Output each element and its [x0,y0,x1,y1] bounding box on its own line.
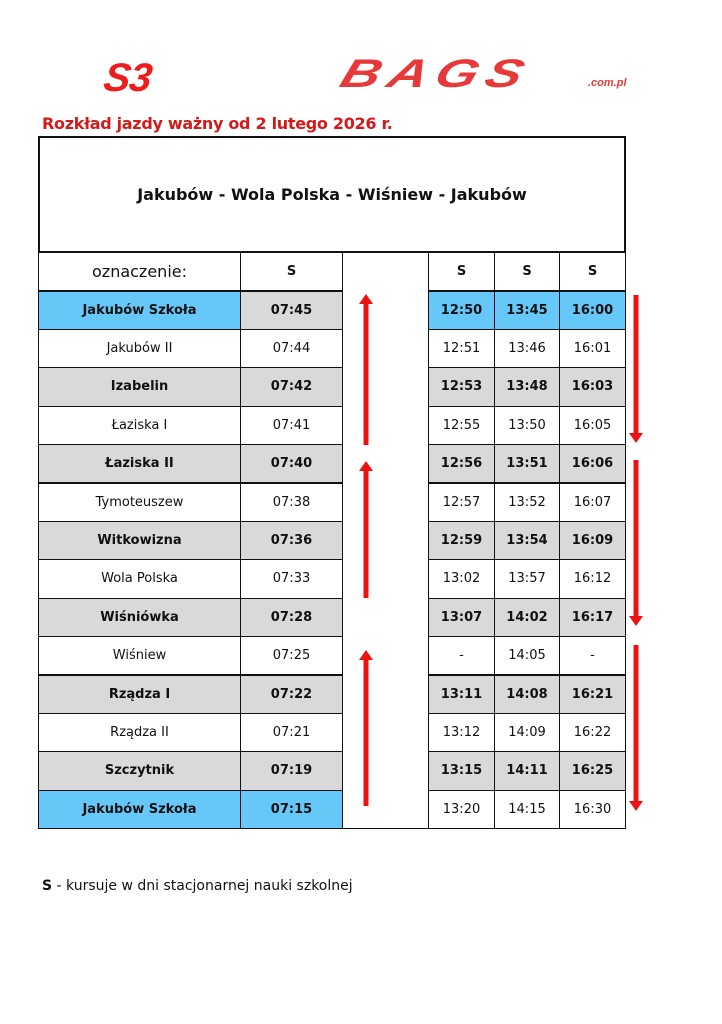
departure-time-return: 12:56 [428,444,495,483]
departure-time-return: 16:01 [559,329,626,368]
departure-time-return: 13:52 [494,483,560,522]
direction-gap [342,252,428,829]
departure-time-return: 13:48 [494,367,560,406]
departure-time-return: 14:15 [494,790,560,829]
departure-time-return: 16:22 [559,713,626,752]
departure-time-return: - [559,636,626,675]
departure-time-return: 12:59 [428,521,495,560]
departure-time-return: 14:08 [494,675,560,714]
stop-name: Wiśniew [38,636,241,675]
departure-time-outbound: 07:28 [240,598,343,637]
departure-time-return: 14:09 [494,713,560,752]
departure-time-outbound: 07:19 [240,751,343,790]
departure-time-outbound: 07:44 [240,329,343,368]
departure-time-outbound: 07:22 [240,675,343,714]
departure-time-outbound: 07:38 [240,483,343,522]
footnote-symbol: S [42,878,53,894]
departure-time-return: 13:46 [494,329,560,368]
departure-time-return: 16:12 [559,559,626,598]
departure-time-outbound: 07:45 [240,291,343,330]
departure-time-return: 12:53 [428,367,495,406]
departure-time-return: 13:45 [494,291,560,330]
stop-name: Izabelin [38,367,241,406]
departure-time-return: 13:20 [428,790,495,829]
departure-time-outbound: 07:41 [240,406,343,445]
departure-time-outbound: 07:21 [240,713,343,752]
stop-name: Szczytnik [38,751,241,790]
departure-time-return: 12:51 [428,329,495,368]
marking-label: oznaczenie: [38,252,241,291]
stop-name: Rządza I [38,675,241,714]
departure-time-outbound: 07:33 [240,559,343,598]
marking-right: S [559,252,626,291]
departure-time-outbound: 07:36 [240,521,343,560]
footnote-text: - kursuje w dni stacjonarnej nauki szkolnej [52,878,353,894]
departure-time-return: 16:09 [559,521,626,560]
departure-time-return: - [428,636,495,675]
marking-right: S [494,252,560,291]
arrow-down-icon [629,460,643,626]
stop-name: Tymoteuszew [38,483,241,522]
departure-time-outbound: 07:15 [240,790,343,829]
route-title: Jakubów - Wola Polska - Wiśniew - Jakubów [38,136,626,253]
arrow-down-icon [629,645,643,811]
stop-name: Jakubów Szkoła [38,291,241,330]
stop-name: Jakubów Szkoła [38,790,241,829]
marking-right: S [428,252,495,291]
departure-time-return: 13:07 [428,598,495,637]
departure-time-outbound: 07:40 [240,444,343,483]
departure-time-return: 13:12 [428,713,495,752]
departure-time-return: 16:03 [559,367,626,406]
marking-left: S [240,252,343,291]
departure-time-return: 12:57 [428,483,495,522]
departure-time-return: 13:51 [494,444,560,483]
departure-time-return: 13:50 [494,406,560,445]
departure-time-return: 13:15 [428,751,495,790]
departure-time-return: 14:05 [494,636,560,675]
departure-time-outbound: 07:25 [240,636,343,675]
departure-time-return: 16:25 [559,751,626,790]
stop-name: Wola Polska [38,559,241,598]
stop-name: Wiśniówka [38,598,241,637]
departure-time-return: 14:02 [494,598,560,637]
departure-time-return: 13:57 [494,559,560,598]
departure-time-return: 16:21 [559,675,626,714]
stop-name: Łaziska I [38,406,241,445]
departure-time-return: 16:17 [559,598,626,637]
brand-domain: .com.pl [588,77,627,89]
brand-logo: BAGS [334,52,539,96]
departure-time-outbound: 07:42 [240,367,343,406]
footnote [42,878,353,894]
arrow-down-icon [629,295,643,443]
departure-time-return: 16:30 [559,790,626,829]
stop-name: Rządza II [38,713,241,752]
departure-time-return: 13:11 [428,675,495,714]
departure-time-return: 16:07 [559,483,626,522]
departure-time-return: 13:54 [494,521,560,560]
departure-time-return: 13:02 [428,559,495,598]
departure-time-return: 14:11 [494,751,560,790]
departure-time-return: 16:00 [559,291,626,330]
departure-time-return: 16:06 [559,444,626,483]
route-logo: S3 [100,56,155,100]
stop-name: Witkowizna [38,521,241,560]
stop-name: Łaziska II [38,444,241,483]
departure-time-return: 12:50 [428,291,495,330]
departure-time-return: 12:55 [428,406,495,445]
validity-notice: Rozkład jazdy ważny od 2 lutego 2026 r. [42,114,393,133]
departure-time-return: 16:05 [559,406,626,445]
stop-name: Jakubów II [38,329,241,368]
